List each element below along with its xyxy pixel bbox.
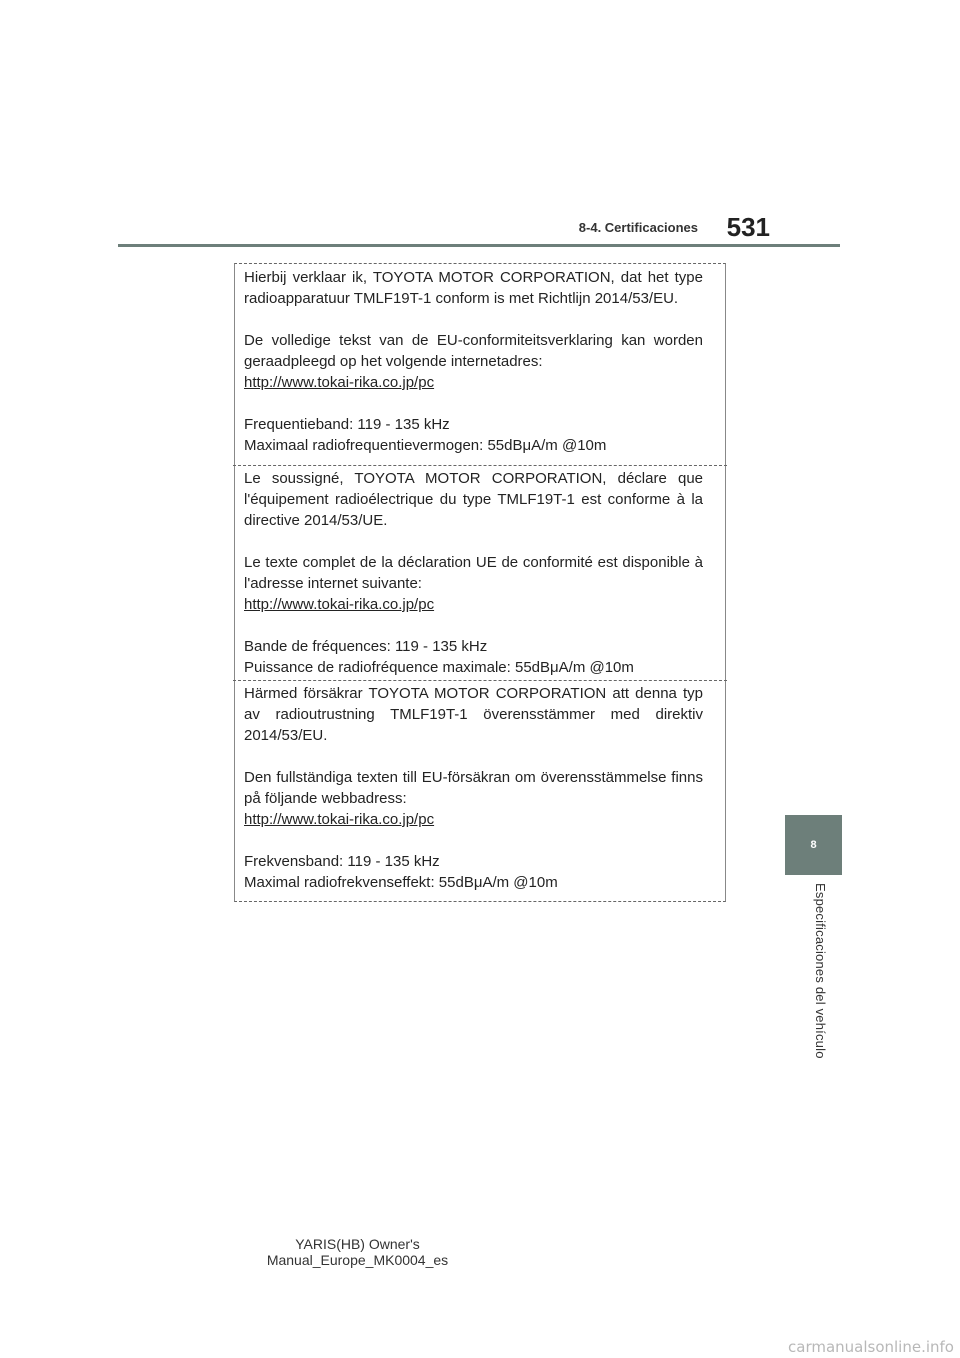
declaration-dutch bbox=[244, 267, 703, 456]
page-number: 531 bbox=[726, 212, 770, 242]
url-link[interactable]: http://www.tokai-rika.co.jp/pc bbox=[244, 374, 435, 391]
max-power: Maximal radiofrekvenseffekt: 55dBμA/m @10m bbox=[244, 874, 558, 891]
declaration-swedish bbox=[244, 683, 703, 893]
statement: Hierbij verklaar ik, TOYOTA MOTOR CORPORATION, dat het type radioapparatuur TMLF19T-1 conform is met Richtlijn 2014/53/EU. bbox=[244, 269, 703, 307]
url-link[interactable]: http://www.tokai-rika.co.jp/pc bbox=[244, 596, 435, 613]
max-power: Maximaal radiofrequentievermogen: 55dBμA/m @10m bbox=[244, 437, 607, 454]
url-link[interactable]: http://www.tokai-rika.co.jp/pc bbox=[244, 811, 435, 828]
frequency-band: Frekvensband: 119 - 135 kHz bbox=[244, 853, 440, 870]
statement: Le soussigné, TOYOTA MOTOR CORPORATION, déclare que l'équipement radioélectrique du type TMLF19T-1 est conforme à la directive 2014/53/UE. bbox=[244, 470, 703, 529]
frequency-band: Frequentieband: 119 - 135 kHz bbox=[244, 416, 450, 433]
max-power: Puissance de radiofréquence maximale: 55dBμA/m @10m bbox=[244, 659, 634, 676]
declaration-french bbox=[244, 468, 703, 678]
page-header bbox=[118, 212, 840, 248]
header-rule bbox=[118, 244, 840, 247]
full-text-note: Den fullständiga texten till EU-försäkran om överensstämmelse finns på följande webbadress: bbox=[244, 769, 703, 807]
full-text-note: De volledige tekst van de EU-conformiteitsverklaring kan worden geraadpleegd op het volgende internetadres: bbox=[244, 332, 703, 370]
watermark: carmanualsonline.info bbox=[788, 1338, 954, 1356]
section-title: 8-4. Certificaciones bbox=[578, 220, 698, 235]
section-divider bbox=[233, 465, 727, 466]
full-text-note: Le texte complet de la déclaration UE de conformité est disponible à l'adresse internet suivante: bbox=[244, 554, 703, 592]
chapter-label: Especificaciones del vehículo bbox=[813, 883, 828, 1059]
chapter-tab bbox=[785, 815, 842, 875]
section-divider bbox=[233, 680, 727, 681]
declaration-box bbox=[234, 263, 726, 902]
chapter-number: 8 bbox=[810, 839, 817, 851]
footer-manual-id: YARIS(HB) Owner's Manual_Europe_MK0004_es bbox=[266, 1236, 449, 1268]
frequency-band: Bande de fréquences: 119 - 135 kHz bbox=[244, 638, 488, 655]
statement: Härmed försäkrar TOYOTA MOTOR CORPORATION att denna typ av radioutrustning TMLF19T-1 överensstämmer med direktiv 2014/53/EU. bbox=[244, 685, 703, 744]
